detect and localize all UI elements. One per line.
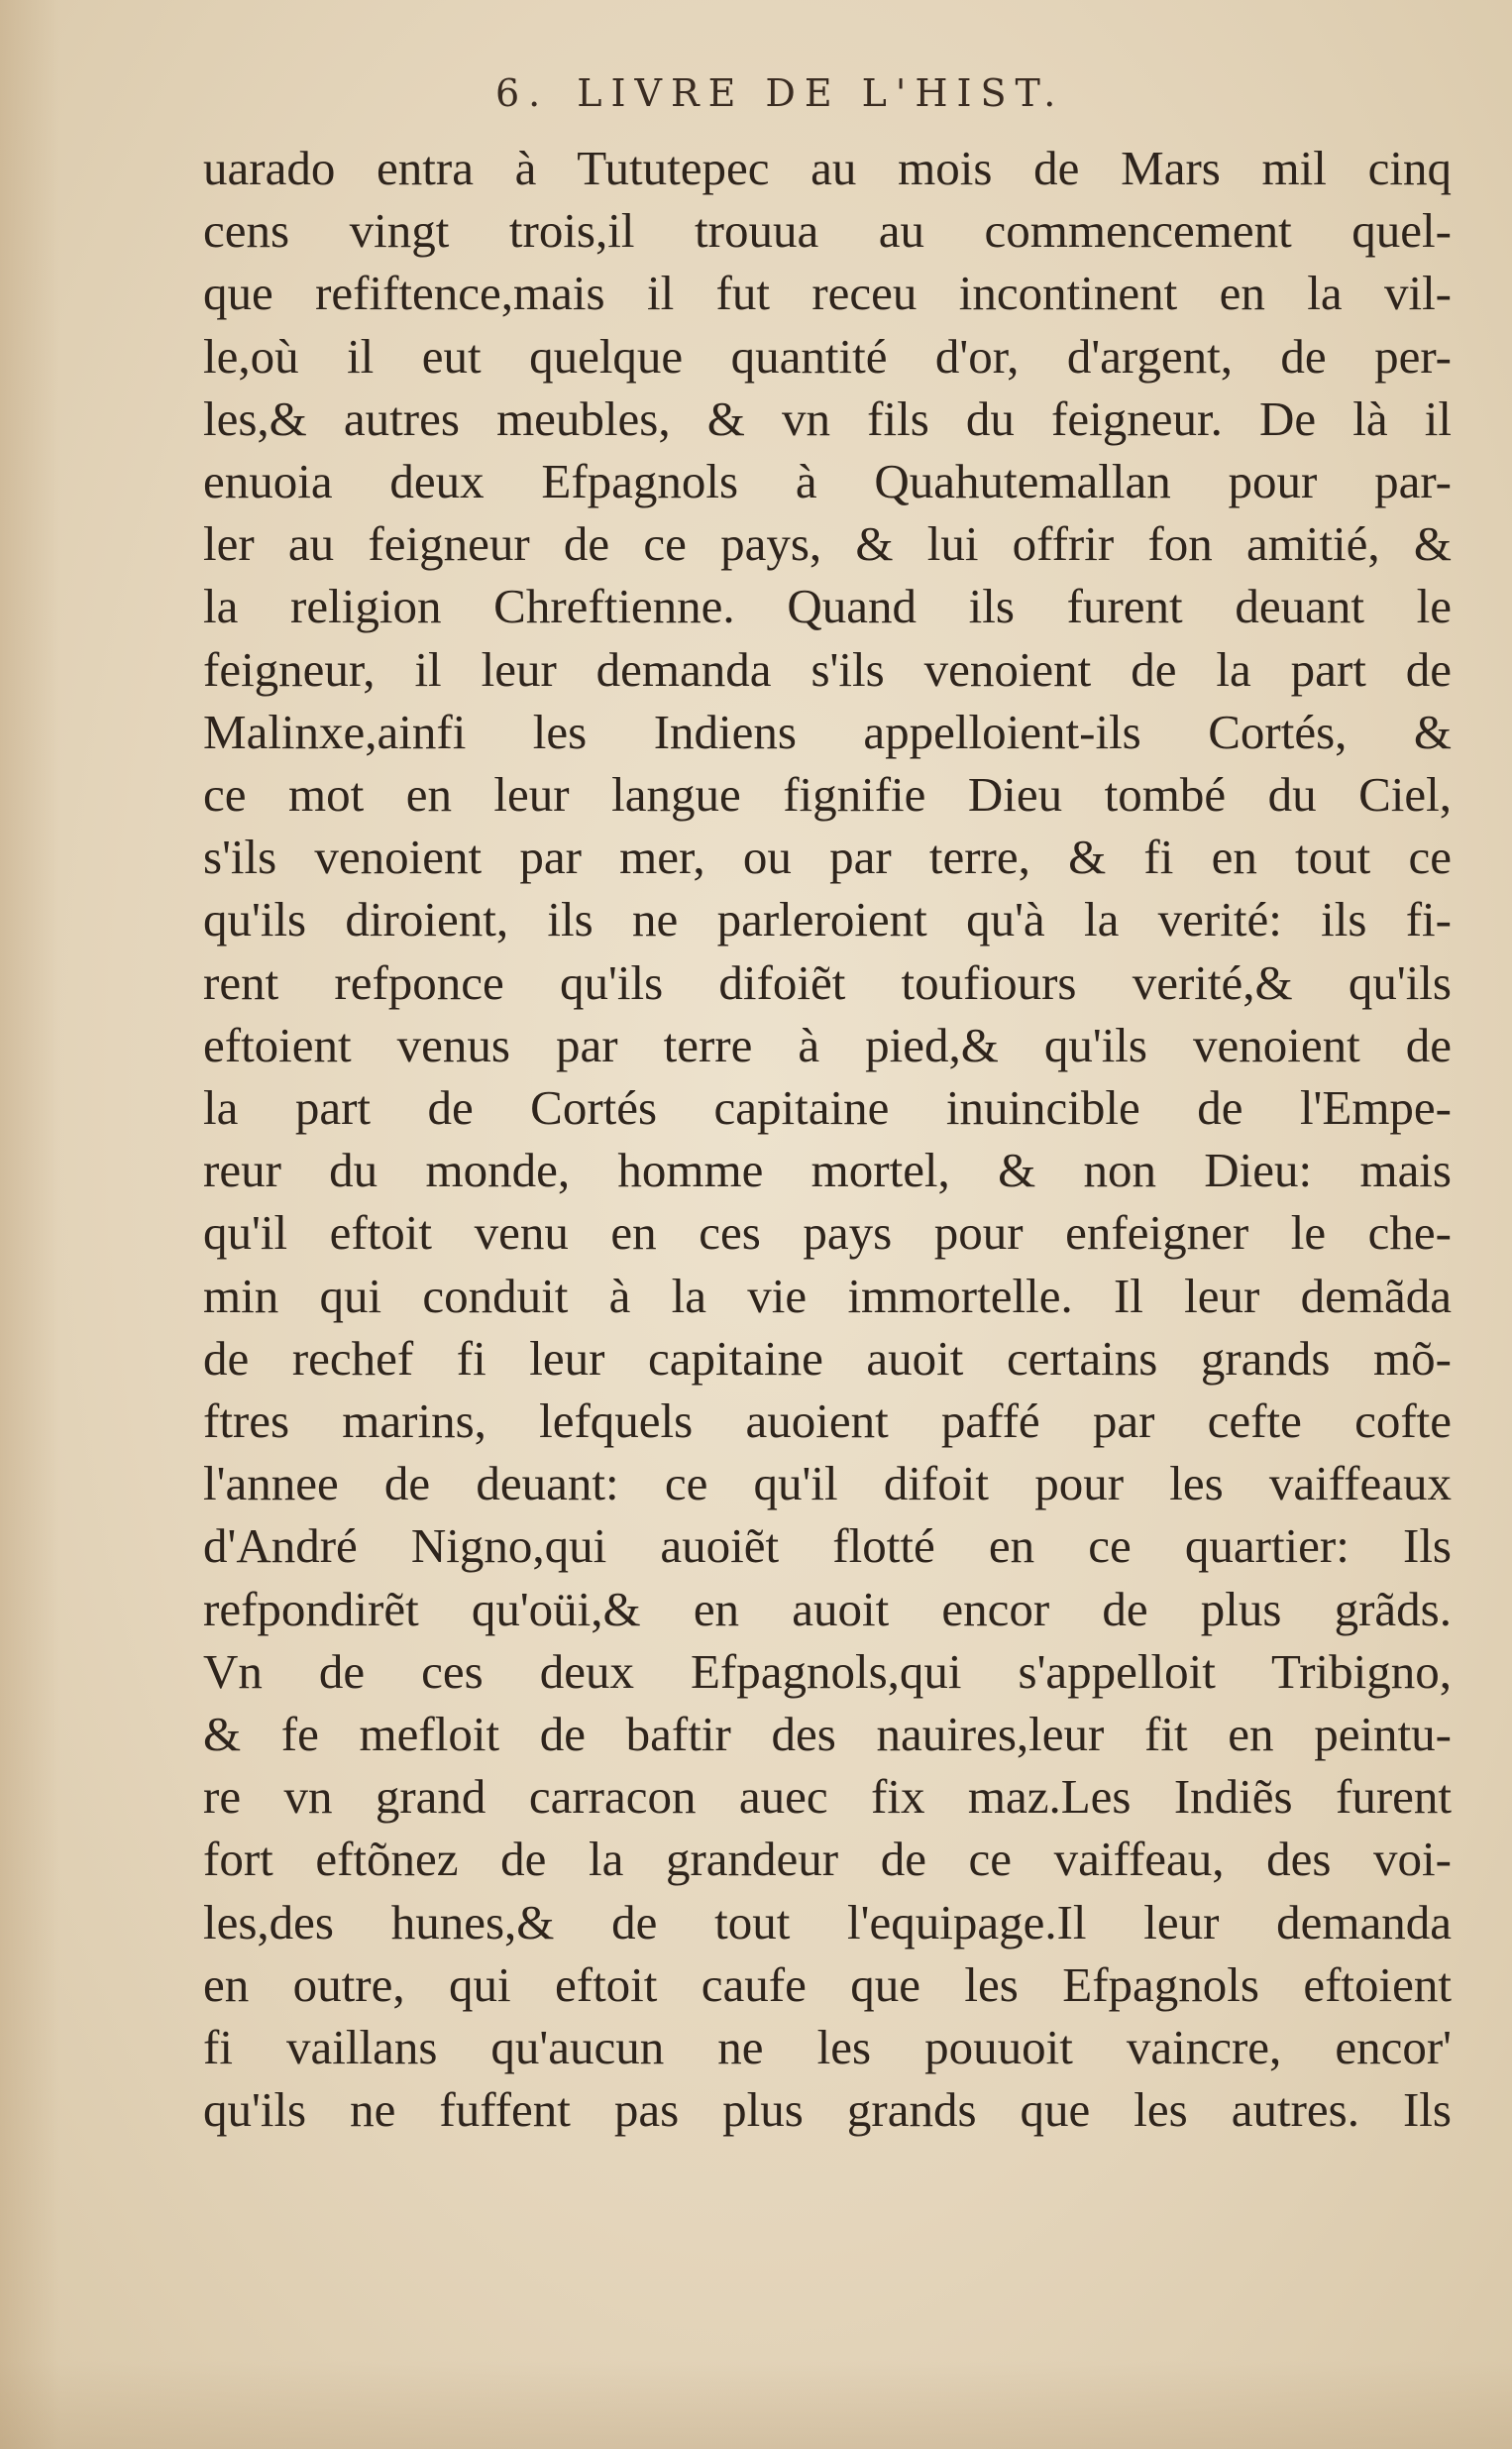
page-number: 6. bbox=[495, 71, 550, 115]
page-edge-stain bbox=[0, 0, 59, 2449]
text-line: cens vingt trois,il trouua au commencement quel- bbox=[203, 203, 1452, 259]
text-line: fi vaillans qu'aucun ne les pouuoit vaincre, encor' bbox=[203, 2020, 1452, 2075]
text-line: la part de Cortés capitaine inuincible de l'Empe- bbox=[203, 1080, 1452, 1136]
text-line: qu'ils ne fuffent pas plus grands que les autres. Ils bbox=[203, 2082, 1452, 2138]
text-line: Vn de ces deux Efpagnols,qui s'appelloit Tribigno, bbox=[203, 1643, 1452, 1699]
text-line: en outre, qui eftoit caufe que les Efpagnols eftoient bbox=[203, 1956, 1452, 2012]
text-line: min qui conduit à la vie immortelle. Il leur demãda bbox=[203, 1268, 1452, 1323]
running-title: LIVRE DE L'HIST. bbox=[577, 71, 1065, 115]
text-line: s'ils venoient par mer, ou par terre, & fi en tout ce bbox=[203, 830, 1452, 885]
text-line: de rechef fi leur capitaine auoit certains grands mõ- bbox=[203, 1330, 1452, 1386]
text-line: les,des hunes,& de tout l'equipage.Il leur demanda bbox=[203, 1894, 1452, 1949]
running-header bbox=[495, 71, 1169, 115]
text-line: uarado entra à Tututepec au mois de Mars mil cinq bbox=[203, 141, 1452, 195]
text-line: fort eftõnez de la grandeur de ce vaiffeau, des voi- bbox=[203, 1832, 1452, 1887]
text-line: reur du monde, homme mortel, & non Dieu: mais bbox=[203, 1143, 1452, 1198]
text-line: le,où il eut quelque quantité d'or, d'argent, de per- bbox=[203, 328, 1452, 384]
text-line: rent refponce qu'ils difoiẽt toufiours verité,& qu'ils bbox=[203, 954, 1452, 1010]
text-line: d'André Nigno,qui auoiẽt flotté en ce quartier: Ils bbox=[203, 1518, 1452, 1574]
text-line: la religion Chreftienne. Quand ils furent deuant le bbox=[203, 579, 1452, 634]
text-line: ftres marins, lefquels auoient paffé par cefte cofte bbox=[203, 1393, 1452, 1449]
page-bottom-stain bbox=[0, 2360, 1512, 2449]
text-line: l'annee de deuant: ce qu'il difoit pour les vaiffeaux bbox=[203, 1456, 1452, 1511]
text-line: ler au feigneur de ce pays, & lui offrir fon amitié, & bbox=[203, 516, 1452, 572]
text-line: ce mot en leur langue fignifie Dieu tombé du Ciel, bbox=[203, 767, 1452, 823]
text-line: enuoia deux Efpagnols à Quahutemallan pour par- bbox=[203, 454, 1452, 509]
text-line: Malinxe,ainfi les Indiens appelloient-ils Cortés, & bbox=[203, 704, 1452, 759]
text-line: qu'ils diroient, ils ne parleroient qu'à la verité: ils fi- bbox=[203, 892, 1452, 947]
text-line: qu'il eftoit venu en ces pays pour enfeigner le che- bbox=[203, 1205, 1452, 1261]
text-line: les,& autres meubles, & vn fils du feigneur. De là il bbox=[203, 390, 1452, 446]
text-line: que refiftence,mais il fut receu incontinent en la vil- bbox=[203, 266, 1452, 321]
text-line: & fe mefloit de baftir des nauires,leur fit en peintu- bbox=[203, 1707, 1452, 1762]
text-line: eftoient venus par terre à pied,& qu'ils venoient de bbox=[203, 1017, 1452, 1072]
body-text bbox=[203, 137, 1452, 2142]
text-line: feigneur, il leur demanda s'ils venoient de la part de bbox=[203, 641, 1452, 697]
text-line: refpondirẽt qu'oüi,& en auoit encor de plus grãds. bbox=[203, 1581, 1452, 1636]
text-line: re vn grand carracon auec fix maz.Les Indiẽs furent bbox=[203, 1769, 1452, 1825]
